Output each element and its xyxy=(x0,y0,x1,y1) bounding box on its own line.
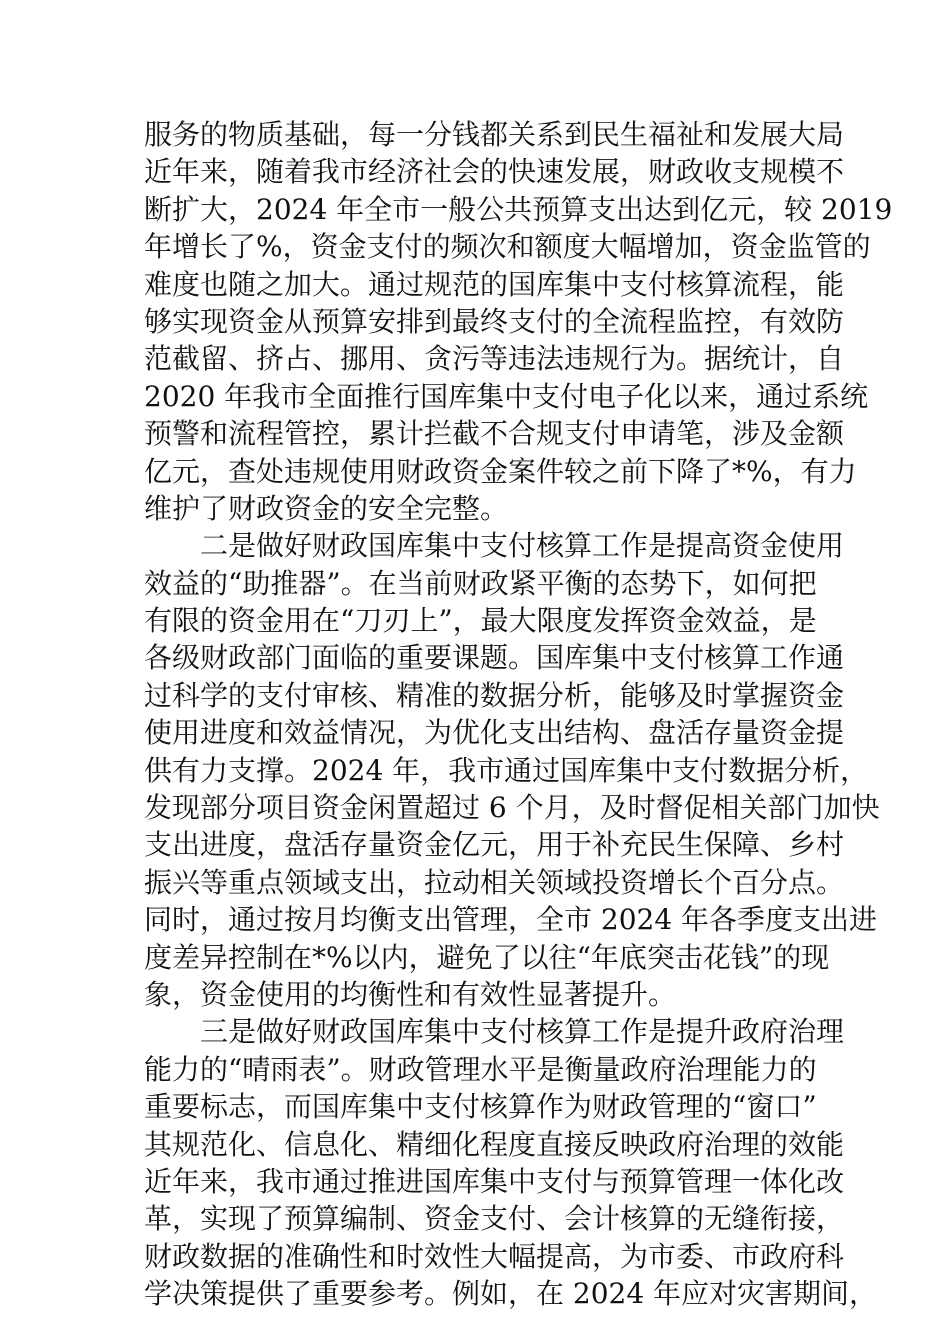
text-line: 学决策提供了重要参考。例如，在 2024 年应对灾害期间， xyxy=(144,1277,878,1311)
text-line: 使用进度和效益情况，为优化支出结构、盘活存量资金提 xyxy=(144,716,845,750)
text-line: 服务的物质基础，每一分钱都关系到民生福祉和发展大局 xyxy=(144,118,845,151)
text-line: 年增长了%，资金支付的频次和额度大幅增加，资金监管的 xyxy=(144,230,871,264)
text-line: 亿元，查处违规使用财政资金案件较之前下降了*%，有力 xyxy=(144,454,857,488)
text-line: 支出进度，盘活存量资金亿元，用于补充民生保障、乡村 xyxy=(144,828,845,862)
text-line: 近年来，随着我市经济社会的快速发展，财政收支规模不 xyxy=(144,155,845,189)
text-line: 同时，通过按月均衡支出管理，全市 2024 年各季度支出进 xyxy=(144,903,878,937)
text-line: 能力的“晴雨表”。财政管理水平是衡量政府治理能力的 xyxy=(144,1052,817,1086)
text-line: 维护了财政资金的安全完整。 xyxy=(144,491,509,525)
text-line: 预警和流程管控，累计拦截不合规支付申请笔，涉及金额 xyxy=(144,417,845,451)
text-line: 过科学的支付审核、精准的数据分析，能够及时掌握资金 xyxy=(144,678,845,712)
text-line: 振兴等重点领域支出，拉动相关领域投资增长个百分点。 xyxy=(144,865,845,899)
text-line: 其规范化、信息化、精细化程度直接反映政府治理的效能 xyxy=(144,1127,845,1161)
text-line: 发现部分项目资金闲置超过 6 个月，及时督促相关部门加快 xyxy=(144,791,880,825)
text-line: 度差异控制在*%以内，避免了以往“年底突击花钱”的现 xyxy=(144,940,830,974)
paragraph-start-line: 二是做好财政国库集中支付核算工作是提高资金使用 xyxy=(200,529,845,563)
text-line: 范截留、挤占、挪用、贪污等违法违规行为。据统计，自 xyxy=(144,342,845,376)
text-line: 2020 年我市全面推行国库集中支付电子化以来，通过系统 xyxy=(144,379,869,413)
text-line: 够实现资金从预算安排到最终支付的全流程监控，有效防 xyxy=(144,304,845,338)
paragraph-start-line: 三是做好财政国库集中支付核算工作是提升政府治理 xyxy=(200,1015,845,1049)
text-line: 近年来，我市通过推进国库集中支付与预算管理一体化改 xyxy=(144,1164,845,1198)
text-line: 革，实现了预算编制、资金支付、会计核算的无缝衔接， xyxy=(144,1202,845,1236)
text-line: 有限的资金用在“刀刃上”，最大限度发挥资金效益，是 xyxy=(144,604,817,638)
text-line: 财政数据的准确性和时效性大幅提高，为市委、市政府科 xyxy=(144,1239,845,1273)
text-line: 难度也随之加大。通过规范的国库集中支付核算流程，能 xyxy=(144,267,845,301)
body-text xyxy=(144,116,893,1313)
text-line: 断扩大，2024 年全市一般公共预算支出达到亿元，较 2019 xyxy=(144,192,893,226)
text-line: 各级财政部门面临的重要课题。国库集中支付核算工作通 xyxy=(144,641,845,675)
text-line: 供有力支撑。2024 年，我市通过国库集中支付数据分析， xyxy=(144,753,869,787)
text-line: 象，资金使用的均衡性和有效性显著提升。 xyxy=(144,977,677,1011)
text-line: 重要标志，而国库集中支付核算作为财政管理的“窗口” xyxy=(144,1090,817,1124)
text-line: 效益的“助推器”。在当前财政紧平衡的态势下，如何把 xyxy=(144,566,817,600)
